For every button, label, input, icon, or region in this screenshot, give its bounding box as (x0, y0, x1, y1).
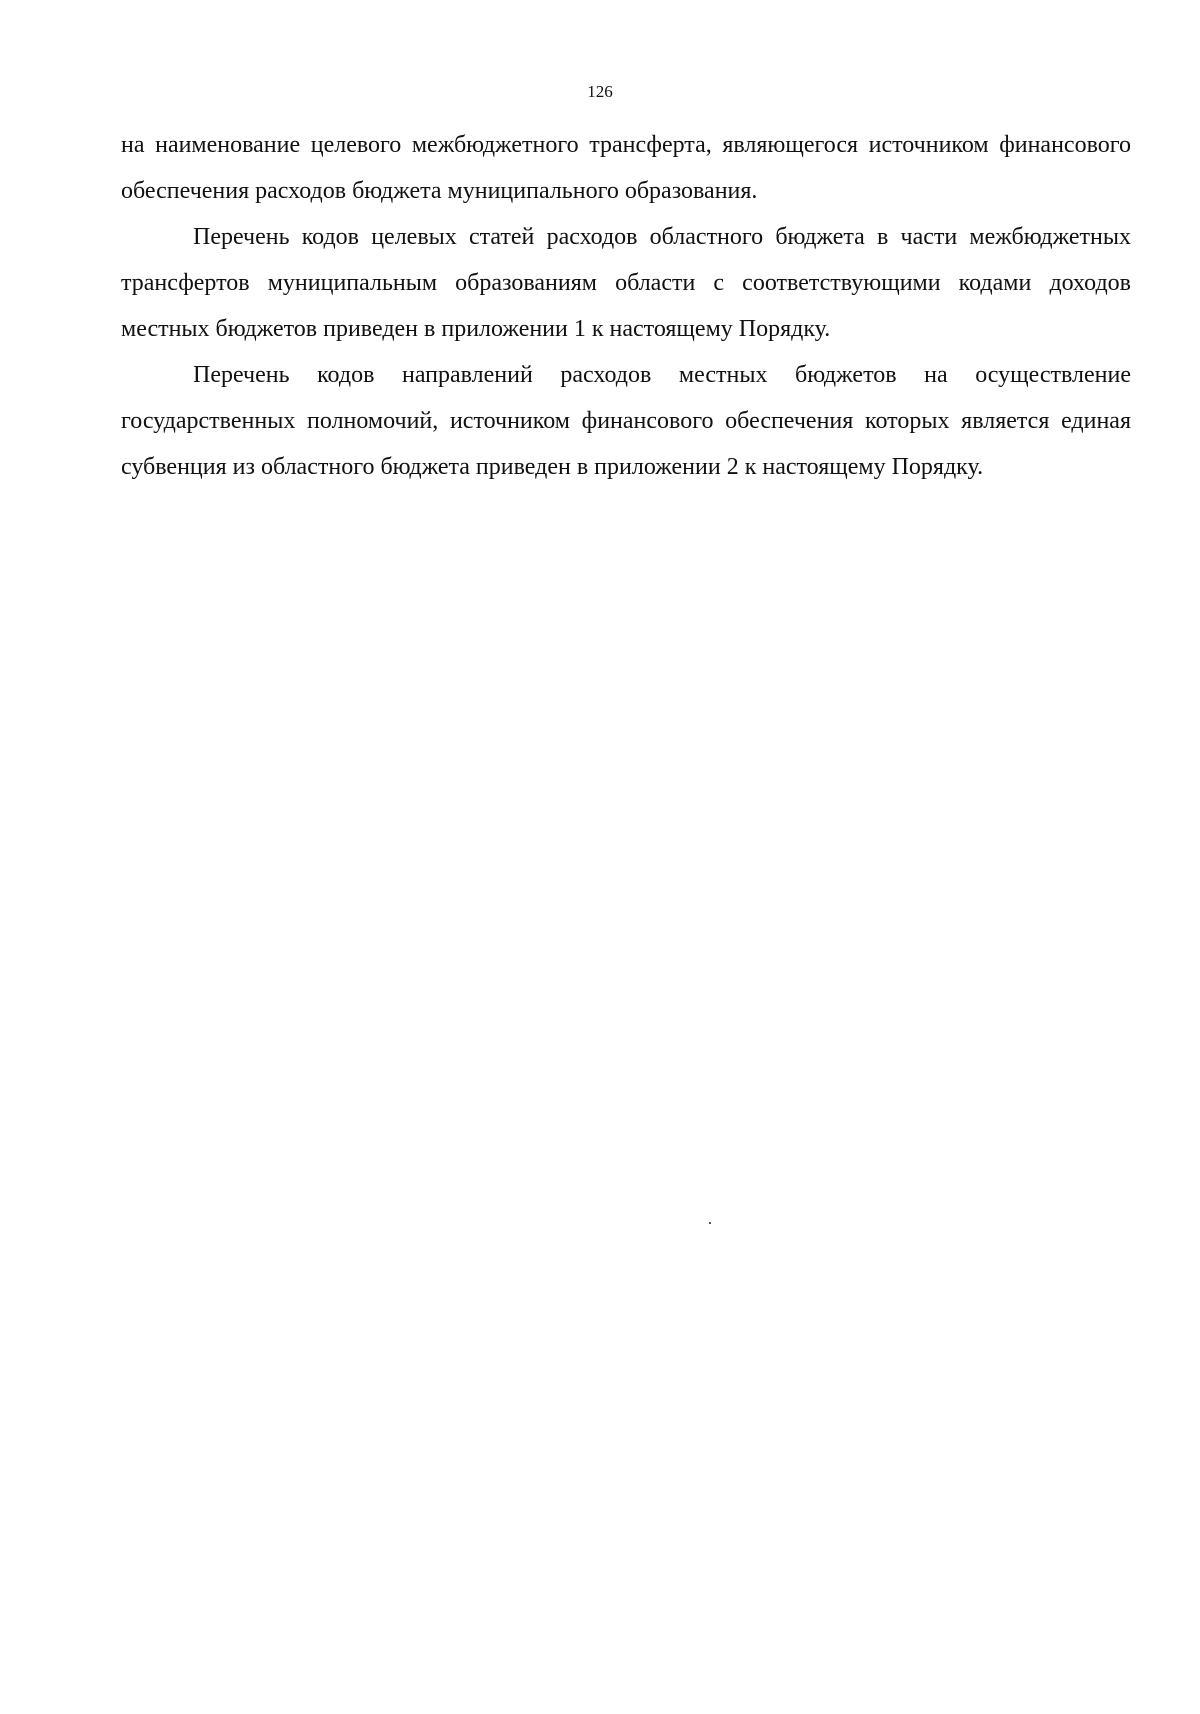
scan-speck (709, 1222, 711, 1224)
paragraph-expense-directions-list: Перечень кодов направлений расходов местных бюджетов на осуществление государственных полномочий, источником финансового обеспечения которых является единая субвенция из областного бюджета приведен в приложении 2 к настоящему Порядку. (121, 362, 1131, 480)
document-body (121, 122, 1131, 490)
paragraph-target-articles-list: Перечень кодов целевых статей расходов областного бюджета в части межбюджетных трансфертов муниципальным образованиям области с соответствующими кодами доходов местных бюджетов приведен в приложении 1 к настоящему Порядку. (121, 224, 1131, 342)
paragraph-continuation: на наименование целевого межбюджетного трансферта, являющегося источником финансового обеспечения расходов бюджета муниципального образования. (121, 132, 1131, 204)
page-number: 126 (587, 82, 613, 101)
